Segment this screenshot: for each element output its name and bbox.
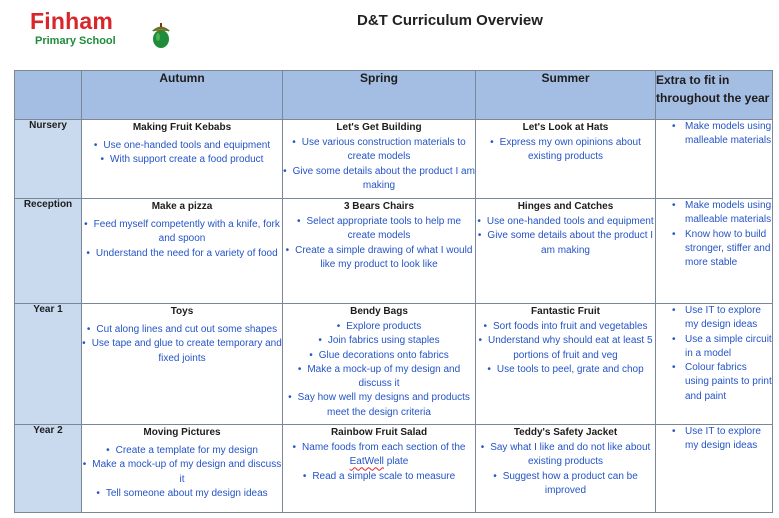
spring-cell: [283, 199, 476, 304]
list-item: • Give some details about the product I am making: [477, 230, 654, 256]
summer-cell: [476, 304, 656, 425]
row-year-1: [15, 304, 773, 425]
year-label: Reception: [15, 199, 82, 304]
project-title: Making Fruit Kebabs: [132, 122, 232, 133]
list-item: • Understand why should eat at least 5 portions of fruit and veg: [478, 335, 653, 361]
list-item: • Use a simple circuit in a model: [672, 333, 772, 359]
extra-cell: [656, 304, 773, 425]
curriculum-table: [14, 70, 773, 513]
year-label: Year 2: [15, 425, 82, 513]
header-spring: Spring: [283, 71, 476, 120]
list-item: • Make a mock-up of my design and discuss it: [297, 363, 461, 390]
list-item: • Give some details about the product I am making: [283, 165, 475, 191]
header-summer: Summer: [476, 71, 656, 120]
list-item: • Use tape and glue to create temporary and fixed joints: [82, 338, 282, 364]
project-title: Let's Look at Hats: [522, 122, 609, 133]
list-item: • Create a simple drawing of what I would like my product to look like: [285, 244, 473, 270]
spring-cell: [283, 120, 476, 199]
extra-cell: [656, 120, 773, 199]
list-item: • Create a template for my design: [106, 445, 258, 456]
list-item: • Use tools to peel, grate and chop: [487, 363, 644, 375]
header-extra: Extra to fit in throughout the year: [656, 71, 773, 120]
list-item: • Feed myself competently with a knife, fork and spoon: [84, 219, 280, 245]
project-title: 3 Bears Chairs: [343, 201, 415, 212]
header-corner: [15, 71, 82, 120]
row-reception: [15, 199, 773, 304]
eatwell-word: EatWell: [349, 456, 384, 468]
summer-cell: [476, 425, 656, 513]
summer-cell: [476, 199, 656, 304]
list-item: • Say what I like and do not like about existing products: [480, 442, 651, 468]
logo-subtitle: Primary School: [35, 35, 116, 47]
list-item: • Make models using malleable materials: [672, 121, 772, 147]
list-item: • Select appropriate tools to help me create models: [296, 216, 462, 242]
project-title: Teddy's Safety Jacket: [513, 427, 618, 438]
logo-name: Finham: [30, 8, 113, 34]
list-item: • Understand the need for a variety of food: [86, 247, 278, 259]
extra-cell: [656, 425, 773, 513]
autumn-cell: [82, 304, 283, 425]
row-year-2: [15, 425, 773, 513]
page-title: D&T Curriculum Overview: [357, 12, 543, 29]
list-item: • Use IT to explore my design ideas: [672, 426, 761, 452]
list-item: • With support create a food product: [100, 154, 264, 166]
school-logo: [30, 8, 160, 50]
project-title: Toys: [170, 306, 194, 317]
list-item: • Express my own opinions about existing products: [490, 137, 641, 163]
row-nursery: [15, 120, 773, 199]
project-title: Let's Get Building: [336, 122, 422, 133]
extra-cell: [656, 199, 773, 304]
autumn-cell: [82, 120, 283, 199]
summer-cell: [476, 120, 656, 199]
year-label: Nursery: [15, 120, 82, 199]
project-title: Fantastic Fruit: [531, 306, 600, 317]
autumn-cell: [82, 425, 283, 513]
list-item: • Use IT to explore my design ideas: [672, 305, 761, 331]
list-item: • Make models using malleable materials: [672, 200, 772, 226]
year-label: Year 1: [15, 304, 82, 425]
list-item: • Name foods from each section of the EatWell plate: [292, 442, 466, 468]
list-item: • Sort foods into fruit and vegetables: [483, 321, 648, 332]
project-title: Make a pizza: [151, 201, 213, 212]
spring-cell: [283, 304, 476, 425]
list-item: • Use one-handed tools and equipment: [477, 216, 654, 227]
project-title: Rainbow Fruit Salad: [330, 427, 428, 438]
list-item: • Tell someone about my design ideas: [96, 487, 268, 499]
list-item: • Glue decorations onto fabrics: [309, 349, 449, 361]
acorn-icon: [150, 20, 172, 50]
list-item: • Cut along lines and cut out some shapes: [86, 324, 278, 335]
project-title: Hinges and Catches: [517, 201, 614, 212]
autumn-cell: [82, 199, 283, 304]
list-item: • Use one-handed tools and equipment: [93, 140, 271, 151]
list-item: • Know how to build stronger, stiffer and more stable: [672, 228, 771, 269]
list-item: • Make a mock-up of my design and discuss it: [82, 459, 282, 485]
header-row: [15, 71, 773, 120]
list-item: • Read a simple scale to measure: [302, 470, 456, 482]
list-item: • Suggest how a product can be improved: [493, 470, 638, 496]
list-item: • Join fabrics using staples: [318, 335, 440, 347]
list-item: • Colour fabrics using paints to print and paint: [672, 362, 772, 402]
header-autumn: Autumn: [82, 71, 283, 120]
list-item: • Say how well my designs and products meet the design criteria: [288, 392, 470, 418]
list-item: • Explore products: [336, 321, 422, 332]
project-title: Moving Pictures: [143, 427, 221, 438]
list-item: • Use various construction materials to create models: [292, 137, 466, 163]
spring-cell: [283, 425, 476, 513]
project-title: Bendy Bags: [350, 306, 408, 317]
